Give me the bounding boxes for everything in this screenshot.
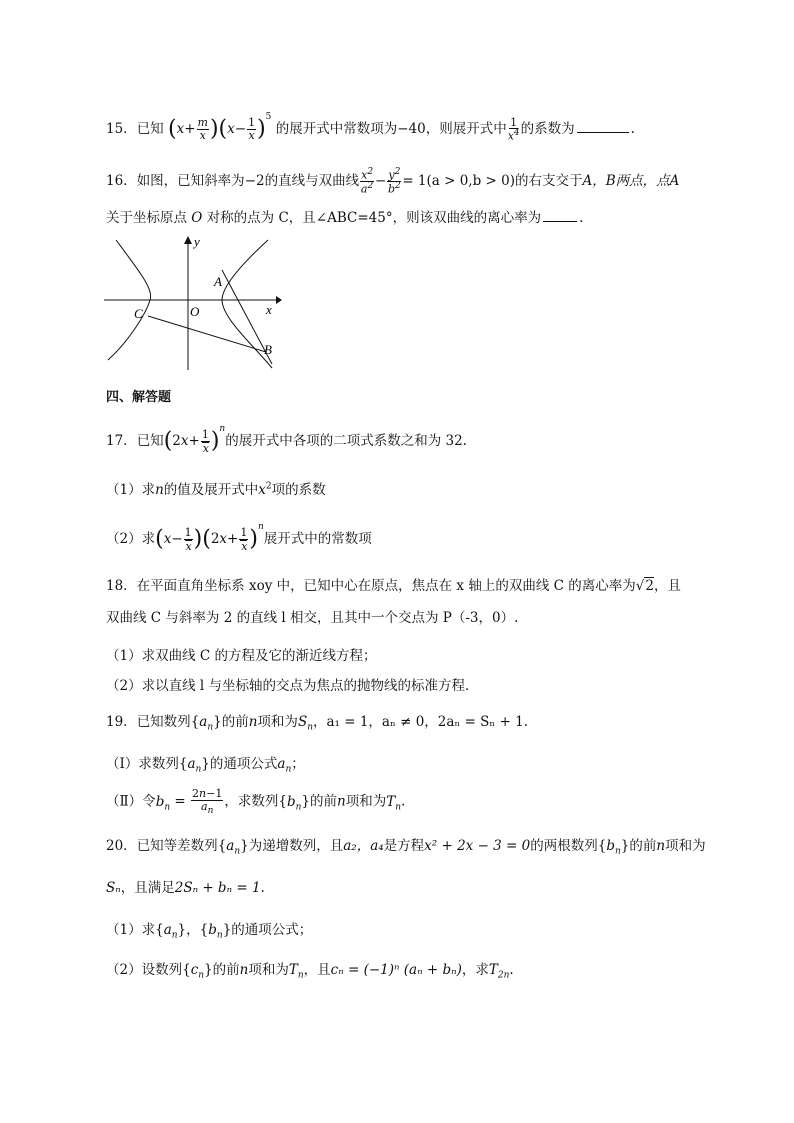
q15-line: 15．已知 (x+ $\frac{m}{x}$ )(x− $\frac{1}{x}$ )$^5$ 的展开式中常数项为−40，则展开式中 $\frac{1}{x^4}$ 的系数为 .: [106, 112, 635, 143]
origin-label: O: [190, 304, 200, 319]
q16-frac-y: $\frac{y^2}{b^2}$: [387, 167, 401, 196]
hyperbola-figure: [104, 232, 284, 372]
q17-part2: （2）求(x− $\frac{1}{x}$ )(2x+ $\frac{1}{x}$ )$^n$展开式中的常数项: [106, 522, 372, 553]
q15-fraction: $\frac{1}{x^4}$: [507, 115, 520, 143]
section-title: 四、解答题: [106, 390, 172, 405]
q20-part2: （2）设数列$\{c_n\}$的前n项和为$T_n$，且cₙ = (−1)ⁿ (aₙ + bₙ)，求$T_{2n}$.: [106, 962, 514, 981]
q20-part1: （1）求$\{a_n\}$，$\{b_n\}$的通项公式；: [106, 922, 313, 941]
q19-part2: （Ⅱ）令$b_n$ = $\frac{2n-1}{a_n}$ ，求数列$\{b_n\}$的前n项和为$T_n$.: [106, 787, 406, 816]
q20-line1: 20．已知等差数列$\{a_n\}$为递增数列，且a₂，a₄是方程x² + 2x − 3 = 0的两根数列$\{b_n\}$的前n项和为: [106, 838, 706, 857]
q16-line2: 关于坐标原点 O 对称的点为 C，且∠ABC=45°，则该双曲线的离心率为 .: [106, 210, 584, 226]
q18-part2: （2）求以直线 l 与坐标轴的交点为焦点的抛物线的标准方程．: [106, 678, 479, 694]
q16-frac-x: $\frac{x^2}{a^2}$: [360, 167, 374, 196]
q15-expression: (x+ $\frac{m}{x}$ )(x− $\frac{1}{x}$ )$^5$: [167, 112, 272, 142]
q17-line: 17．已知(2x+ $\frac{1}{x}$ )$^n$的展开式中各项的二项式系数之和为 32.: [106, 424, 467, 455]
answer-blank[interactable]: [543, 211, 577, 222]
q19-part1: （Ⅰ）求数列$\{a_n\}$的通项公式$a_n$；: [106, 756, 305, 775]
point-c-label: C: [134, 306, 143, 321]
q15-number: 15．: [106, 121, 137, 137]
x-axis-label: x: [266, 302, 272, 317]
answer-blank[interactable]: [577, 122, 629, 133]
y-axis-label: y: [194, 234, 200, 249]
sqrt2: √2: [635, 578, 654, 594]
point-a-label: A: [214, 274, 222, 289]
q18-line1: 18．在平面直角坐标系 xoy 中，已知中心在原点，焦点在 x 轴上的双曲线 C 的离心率为√2，且: [106, 578, 681, 594]
q18-line2: 双曲线 C 与斜率为 2 的直线 l 相交，且其中一个交点为 P（-3，0）.: [106, 610, 519, 626]
q17-part1: （1）求n的值及展开式中$x^2$项的系数: [106, 481, 326, 498]
q18-part1: （1）求双曲线 C 的方程及它的渐近线方程；: [106, 648, 377, 664]
q20-line2: Sₙ，且满足2Sₙ + bₙ = 1.: [106, 880, 265, 896]
point-b-label: B: [264, 342, 272, 357]
q16-line1: 16．如图，已知斜率为−2的直线与双曲线 $\frac{x^2}{a^2}$ − $\frac{y^2}{b^2}$ = 1(a > 0,b > 0)的右支交于A，B两点，点A: [106, 167, 680, 196]
q19-line: 19．已知数列$\{a_n\}$的前n项和为$S_n$，a₁ = 1，aₙ ≠ 0，2aₙ = Sₙ + 1.: [106, 714, 529, 733]
